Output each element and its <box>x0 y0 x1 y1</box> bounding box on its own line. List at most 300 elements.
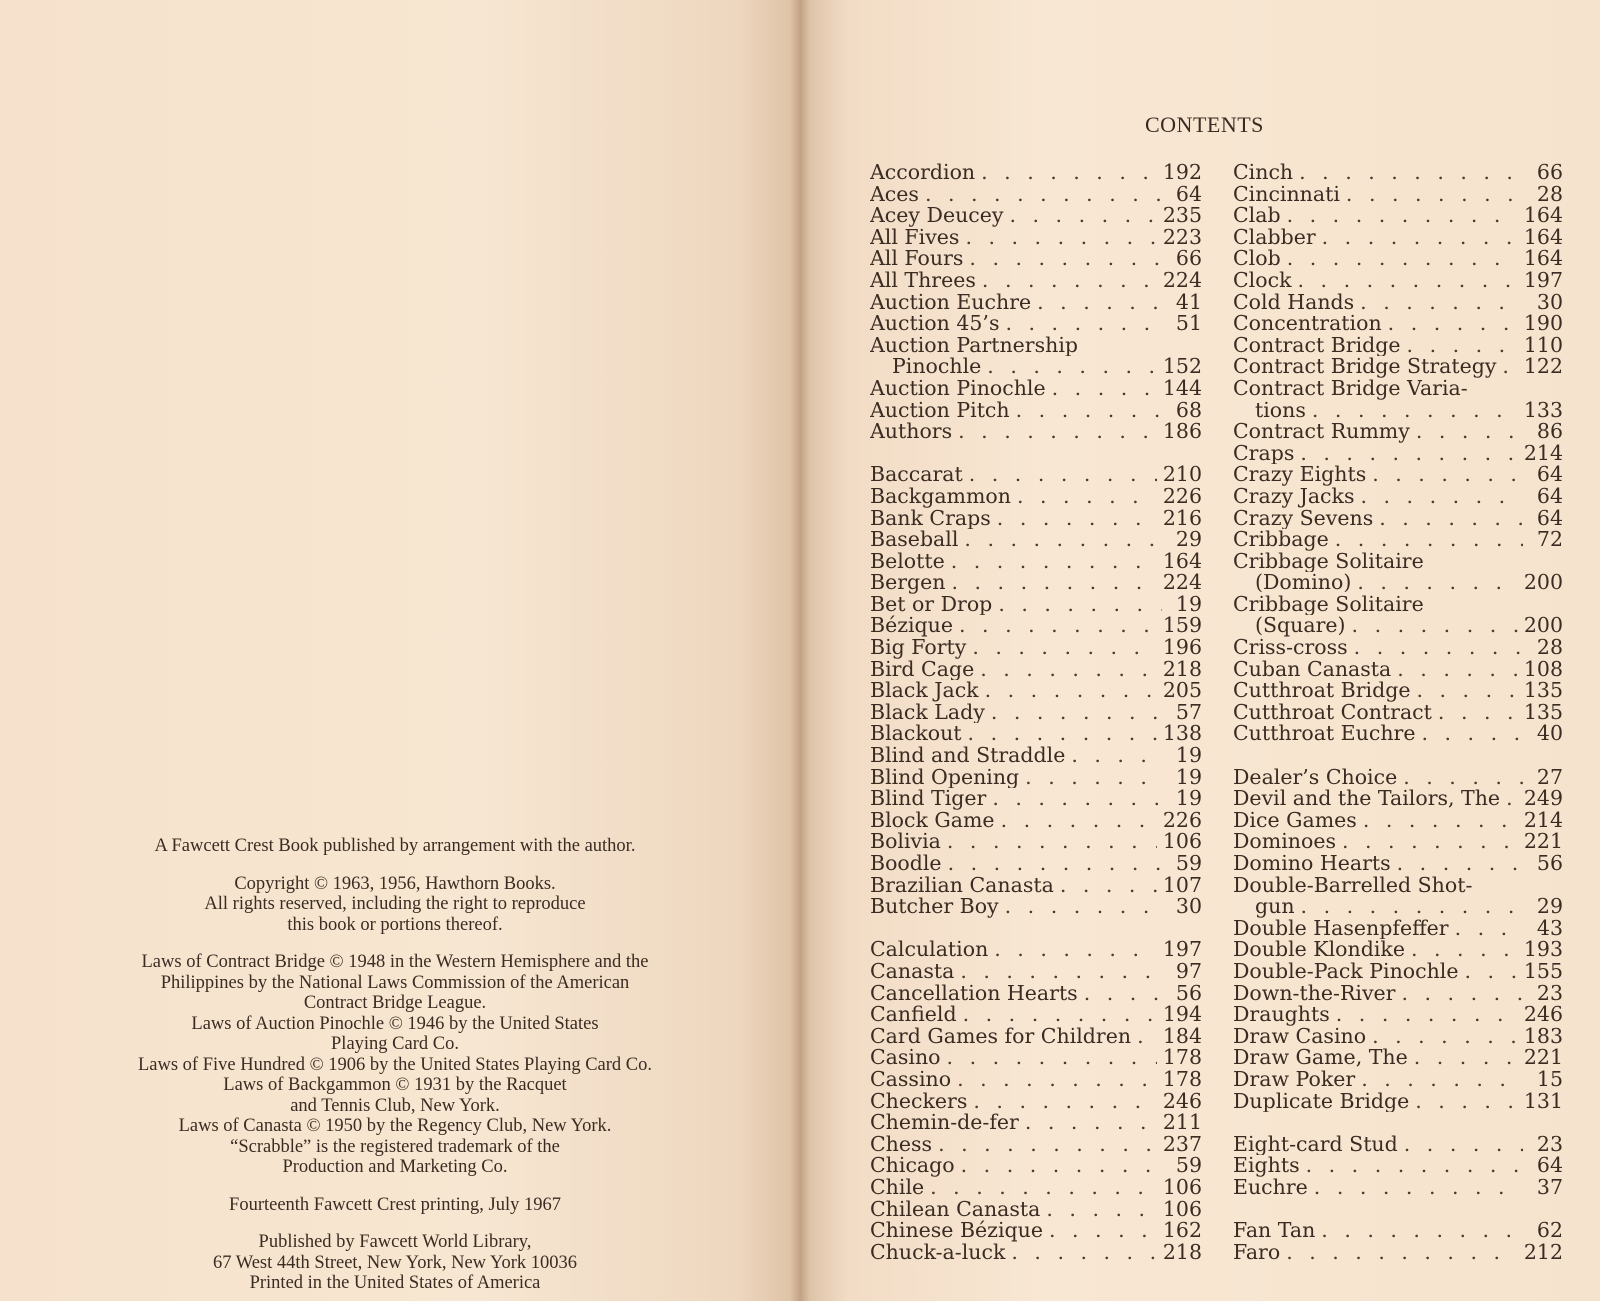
contents-entry <box>1233 378 1563 400</box>
leader-dots <box>1397 659 1518 681</box>
contents-entry-name: Bank Craps <box>870 507 991 530</box>
contents-entry-page: 152 <box>1162 356 1202 378</box>
contents-entry-name: Auction Partnership <box>870 334 1079 357</box>
contents-entry <box>1233 464 1563 486</box>
laws-line: Laws of Backgammon © 1931 by the Racquet <box>223 1075 567 1095</box>
contents-entry-page: 19 <box>1175 788 1202 810</box>
contents-entry <box>1233 529 1563 551</box>
contents-entry-name: Cutthroat Contract <box>1233 701 1432 724</box>
contents-entry-name: Contract Bridge Varia- <box>1233 377 1468 400</box>
contents-entry <box>870 745 1202 767</box>
contents-entry-name: Belotte <box>870 550 945 573</box>
contents-entry <box>1233 227 1563 249</box>
leader-dots <box>985 680 1157 702</box>
contents-entry <box>1233 1242 1563 1264</box>
leader-dots <box>1336 1004 1518 1026</box>
contents-entry <box>870 831 1202 853</box>
leader-dots <box>982 270 1157 292</box>
contents-entry-name: Double Hasenpfeffer <box>1233 917 1449 940</box>
contents-entry-name: Cassino <box>870 1068 952 1091</box>
contents-entry-page: 216 <box>1162 507 1202 530</box>
leader-dots <box>992 788 1162 810</box>
contents-entry-page: 56 <box>1175 982 1202 1005</box>
contents-entry <box>870 1047 1202 1069</box>
contents-entry-name: Contract Bridge Strategy <box>1233 356 1497 378</box>
contents-entry-name: Chinese Bézique <box>870 1220 1043 1242</box>
contents-entry-page: 235 <box>1162 205 1202 227</box>
contents-entry-page: 59 <box>1175 853 1202 875</box>
publisher-note: A Fawcett Crest Book published by arrangement with the author. <box>154 836 636 856</box>
leader-dots <box>1404 1134 1523 1156</box>
address-line: 67 West 44th Street, New York, New York 10036 <box>212 1252 578 1273</box>
contents-entry <box>870 400 1202 422</box>
contents-entry-name: Auction Pinochle <box>870 377 1046 400</box>
contents-entry-name: Brazilian Canasta <box>870 874 1054 897</box>
contents-entry-page: 28 <box>1536 183 1563 206</box>
contents-entry <box>1233 983 1563 1005</box>
leader-dots <box>1372 464 1523 486</box>
leader-dots <box>1001 810 1157 832</box>
contents-entry-name: Bolivia <box>870 831 941 853</box>
contents-entry <box>870 1134 1202 1156</box>
contents-entry-name: Boodle <box>870 853 942 875</box>
leader-dots <box>981 162 1157 184</box>
contents-entry-page: 221 <box>1523 831 1563 853</box>
contents-entry <box>870 508 1202 530</box>
contents-entry <box>870 767 1202 789</box>
leader-dots <box>1388 313 1518 335</box>
contents-entry-name: Black Jack <box>870 680 979 702</box>
book-gutter <box>790 0 810 1301</box>
leader-dots <box>1352 615 1518 637</box>
contents-entry <box>1233 745 1563 767</box>
laws-line: Contract Bridge League. <box>303 993 487 1013</box>
contents-entry <box>1233 594 1563 616</box>
contents-entry-name: Eights <box>1233 1155 1300 1177</box>
contents-entry-name: Blind Opening <box>870 766 1020 789</box>
contents-entry <box>1233 248 1563 270</box>
contents-entry-page: 133 <box>1523 399 1563 422</box>
contents-entry <box>870 723 1202 745</box>
contents-entry-page: 131 <box>1523 1090 1563 1113</box>
leader-dots <box>1360 292 1523 314</box>
leader-dots <box>925 184 1162 206</box>
contents-entry <box>1233 486 1563 508</box>
contents-entry-page: 40 <box>1536 723 1563 746</box>
contents-entry-name: Draw Game, The <box>1233 1047 1408 1069</box>
contents-entry <box>870 1112 1202 1134</box>
contents-entry-page: 30 <box>1536 291 1563 314</box>
contents-entry-name: Block Game <box>870 809 995 832</box>
contents-entry-name: Aces <box>870 183 919 206</box>
leader-dots <box>1084 983 1162 1005</box>
contents-entry-page: 164 <box>1523 226 1563 249</box>
contents-entry-name: Chicago <box>870 1155 955 1177</box>
contents-entry-page: 224 <box>1162 572 1202 594</box>
leader-dots <box>1322 227 1518 249</box>
contents-entry <box>1233 205 1563 227</box>
contents-entry <box>870 1177 1202 1199</box>
contents-entry-page: 135 <box>1523 701 1563 724</box>
contents-entry <box>870 486 1202 508</box>
contents-entry-page: 214 <box>1523 809 1563 832</box>
contents-entry-name: Acey Deucey <box>870 205 1004 227</box>
contents-entry <box>870 227 1202 249</box>
leader-dots <box>957 1069 1157 1091</box>
contents-entry-name: Dice Games <box>1233 809 1357 832</box>
leader-dots <box>1335 529 1523 551</box>
contents-entry <box>870 572 1202 594</box>
contents-entry <box>1233 1134 1563 1156</box>
contents-entry-page: 218 <box>1162 658 1202 681</box>
contents-entry-name: Crazy Jacks <box>1233 485 1355 508</box>
contents-entry-page: 223 <box>1162 226 1202 249</box>
contents-entry-name: Fan Tan <box>1233 1220 1316 1242</box>
contents-entry <box>1233 421 1563 443</box>
contents-entry-page: 183 <box>1523 1025 1563 1048</box>
contents-entry-page: 135 <box>1523 680 1563 702</box>
contents-entry-name: Big Forty <box>870 637 967 659</box>
contents-column-right <box>1233 162 1563 1263</box>
contents-entry-name: Criss-cross <box>1233 637 1348 659</box>
contents-entry-page: 107 <box>1162 874 1202 897</box>
contents-entry <box>870 1069 1202 1091</box>
contents-entry <box>1233 1220 1563 1242</box>
contents-entry-page: 28 <box>1536 637 1563 659</box>
contents-entry-name: Cold Hands <box>1233 291 1355 314</box>
leader-dots <box>1025 767 1162 789</box>
contents-entry-page: 212 <box>1523 1241 1563 1264</box>
leader-dots <box>1360 486 1523 508</box>
contents-entry <box>1233 1091 1563 1113</box>
contents-entry <box>870 464 1202 486</box>
leader-dots <box>1016 400 1162 422</box>
contents-entry <box>1233 788 1563 810</box>
contents-entry-page: 155 <box>1523 960 1563 983</box>
leader-dots <box>1299 162 1523 184</box>
contents-entry <box>870 335 1202 357</box>
leader-dots <box>972 637 1157 659</box>
contents-entry-page: 97 <box>1175 960 1202 983</box>
contents-entry <box>1233 400 1563 422</box>
leader-dots <box>948 853 1162 875</box>
contents-entry-name: Baccarat <box>870 464 963 486</box>
leader-dots <box>1009 205 1156 227</box>
contents-entry-name: Cribbage Solitaire <box>1233 593 1424 616</box>
contents-entry <box>870 1199 1202 1221</box>
contents-entry-page: 205 <box>1162 680 1202 702</box>
leader-dots <box>1363 810 1518 832</box>
leader-dots <box>963 1004 1157 1026</box>
contents-entry-name: Contract Bridge <box>1233 334 1401 357</box>
contents-entry-name: Chemin-de-fer <box>870 1112 1019 1134</box>
contents-entry-page: 192 <box>1162 162 1202 184</box>
leader-dots <box>947 831 1157 853</box>
leader-dots <box>1506 788 1518 810</box>
contents-entry <box>870 378 1202 400</box>
contents-entry-page: 164 <box>1523 205 1563 227</box>
leader-dots <box>994 939 1157 961</box>
leader-dots <box>1286 1242 1518 1264</box>
leader-dots <box>1414 1047 1518 1069</box>
leader-dots <box>1137 1026 1157 1048</box>
contents-entry-page: 19 <box>1175 745 1202 767</box>
leader-dots <box>938 1134 1157 1156</box>
leader-dots <box>964 529 1162 551</box>
contents-entry-page: 226 <box>1162 485 1202 508</box>
leader-dots <box>1049 1220 1157 1242</box>
contents-entry-name: All Fives <box>870 226 960 249</box>
contents-entry <box>870 918 1202 940</box>
contents-entry-name: Dealer’s Choice <box>1233 766 1398 789</box>
leader-dots <box>1438 702 1518 724</box>
contents-entry <box>870 702 1202 724</box>
contents-entry <box>1233 1112 1563 1134</box>
leader-dots <box>1314 1177 1523 1199</box>
contents-entry <box>1233 637 1563 659</box>
contents-entry <box>1233 918 1563 940</box>
contents-entry-page: 197 <box>1162 939 1202 961</box>
contents-entry-name: Clab <box>1233 205 1281 227</box>
contents-entry-name: Double-Barrelled Shot- <box>1233 874 1473 897</box>
contents-entry <box>1233 335 1563 357</box>
contents-entry-page: 200 <box>1523 572 1563 594</box>
contents-entry <box>870 896 1202 918</box>
contents-entry-name: Canasta <box>870 960 955 983</box>
contents-entry-page: 138 <box>1162 723 1202 746</box>
contents-entry-page: 184 <box>1162 1025 1202 1048</box>
leader-dots <box>1301 896 1523 918</box>
contents-entry <box>1233 810 1563 832</box>
contents-entry <box>870 356 1202 378</box>
contents-entry <box>1233 443 1563 465</box>
contents-entry <box>1233 767 1563 789</box>
rights-line: this book or portions thereof. <box>287 914 503 935</box>
leader-dots <box>1354 637 1523 659</box>
contents-entry <box>870 615 1202 637</box>
leader-dots <box>965 227 1156 249</box>
contents-entry <box>1233 659 1563 681</box>
leader-dots <box>1052 378 1157 400</box>
copyright-line: Copyright © 1963, 1956, Hawthorn Books. <box>234 873 556 894</box>
contents-entry-name: gun <box>1255 896 1295 918</box>
contents-entry-page: 30 <box>1175 896 1202 918</box>
contents-entry <box>1233 572 1563 594</box>
contents-entry-page: 108 <box>1523 658 1563 681</box>
contents-entry-page: 221 <box>1523 1047 1563 1069</box>
contents-entry <box>1233 961 1563 983</box>
contents-entry-name: Clob <box>1233 248 1281 270</box>
contents-entry-page: 122 <box>1523 356 1563 378</box>
contents-entry <box>1233 1199 1563 1221</box>
contents-entry-page: 23 <box>1536 982 1563 1005</box>
contents-entry-name: Chess <box>870 1133 933 1156</box>
contents-entry-page: 15 <box>1536 1068 1563 1091</box>
contents-entry <box>870 637 1202 659</box>
leader-dots <box>947 1047 1157 1069</box>
contents-entry-page: 62 <box>1536 1220 1563 1242</box>
contents-entry <box>870 680 1202 702</box>
contents-entry-page: 19 <box>1175 593 1202 616</box>
leader-dots <box>968 723 1157 745</box>
contents-entry <box>1233 356 1563 378</box>
contents-entry <box>1233 1069 1563 1091</box>
contents-entry-page: 29 <box>1536 896 1563 918</box>
leader-dots <box>1300 443 1518 465</box>
leader-dots <box>1502 356 1517 378</box>
contents-entry-page: 64 <box>1536 464 1563 486</box>
contents-entry <box>1233 939 1563 961</box>
contents-entry-name: Crazy Sevens <box>1233 507 1374 530</box>
leader-dots <box>987 356 1157 378</box>
leader-dots <box>998 594 1162 616</box>
contents-entry-name: Canfield <box>870 1004 957 1026</box>
contents-entry-page: 224 <box>1162 269 1202 292</box>
leader-dots <box>1298 270 1518 292</box>
leader-dots <box>1416 421 1523 443</box>
contents-entry-page: 164 <box>1162 550 1202 573</box>
laws-line: Laws of Auction Pinochle © 1946 by the United States <box>191 1013 599 1034</box>
contents-entry <box>870 961 1202 983</box>
leader-dots <box>951 551 1157 573</box>
contents-entry <box>1233 270 1563 292</box>
contents-entry-page: 43 <box>1536 917 1563 940</box>
printed-in-line: Printed in the United States of America <box>249 1273 541 1293</box>
contents-entry-name: Dominoes <box>1233 831 1336 853</box>
contents-entry <box>870 1155 1202 1177</box>
leader-dots <box>1401 983 1523 1005</box>
contents-entry-page: 200 <box>1523 615 1563 638</box>
contents-entry-name: Blind and Straddle <box>870 745 1066 767</box>
contents-entry-page: 106 <box>1162 1176 1202 1199</box>
laws-line: Playing Card Co. <box>331 1034 459 1054</box>
contents-entry <box>870 1026 1202 1048</box>
contents-entry <box>1233 896 1563 918</box>
contents-entry-page: 197 <box>1523 269 1563 292</box>
contents-entry-page: 64 <box>1175 183 1202 206</box>
contents-entry <box>870 1242 1202 1264</box>
laws-line: Laws of Five Hundred © 1906 by the United States Playing Card Co. <box>137 1054 652 1075</box>
contents-entry <box>870 1004 1202 1026</box>
contents-entry-page: 186 <box>1162 421 1202 443</box>
contents-entry-page: 23 <box>1536 1133 1563 1156</box>
contents-entry-name: Cutthroat Bridge <box>1233 680 1411 702</box>
contents-entry <box>1233 292 1563 314</box>
leader-dots <box>1005 896 1162 918</box>
trademark-line: Production and Marketing Co. <box>282 1157 508 1177</box>
laws-line: Philippines by the National Laws Commission of the American <box>160 972 630 993</box>
contents-entry-page: 66 <box>1536 162 1563 184</box>
contents-entry <box>870 853 1202 875</box>
contents-entry-page: 29 <box>1175 529 1202 551</box>
contents-entry-name: Baseball <box>870 529 959 551</box>
contents-entry <box>1233 162 1563 184</box>
contents-entry-name: (Domino) <box>1255 572 1352 594</box>
leader-dots <box>997 508 1157 530</box>
leader-dots <box>1025 1112 1157 1134</box>
contents-entry-page: 66 <box>1175 248 1202 270</box>
leader-dots <box>1046 1199 1156 1221</box>
leader-dots <box>1287 248 1518 270</box>
contents-entry-page: 72 <box>1536 529 1563 551</box>
contents-entry-page: 249 <box>1523 788 1563 810</box>
contents-entry-page: 246 <box>1162 1090 1202 1113</box>
leader-dots <box>1403 767 1523 789</box>
contents-entry <box>870 810 1202 832</box>
contents-entry-page: 164 <box>1523 248 1563 270</box>
contents-entry-name: Chuck-a-luck <box>870 1241 1006 1264</box>
contents-entry-page: 106 <box>1162 1198 1202 1221</box>
leader-dots <box>961 1155 1162 1177</box>
contents-entry <box>870 292 1202 314</box>
contents-entry-name: Double-Pack Pinochle <box>1233 960 1459 983</box>
contents-entry-page: 211 <box>1162 1112 1202 1134</box>
contents-entry-name: Authors <box>870 421 953 443</box>
leader-dots <box>930 1177 1157 1199</box>
leader-dots <box>1407 335 1518 357</box>
contents-entry-name: Backgammon <box>870 485 1011 508</box>
contents-entry-name: Auction Euchre <box>870 291 1032 314</box>
leader-dots <box>1011 1242 1156 1264</box>
contents-entry <box>870 162 1202 184</box>
printing-line: Fourteenth Fawcett Crest printing, July 1967 <box>229 1194 561 1215</box>
laws-line: and Tennis Club, New York. <box>290 1095 500 1116</box>
laws-line: Laws of Canasta © 1950 by the Regency Club, New York. <box>178 1116 612 1136</box>
contents-entry-page: 246 <box>1523 1004 1563 1026</box>
contents-entry-name: Butcher Boy <box>870 896 999 918</box>
contents-entry-name: Black Lady <box>870 701 985 724</box>
contents-entry <box>870 421 1202 443</box>
leader-dots <box>1397 853 1523 875</box>
contents-entry-name: Draughts <box>1233 1004 1330 1026</box>
leader-dots <box>980 659 1157 681</box>
contents-entry-page: 106 <box>1162 831 1202 853</box>
contents-entry-name: Double Klondike <box>1233 939 1405 961</box>
contents-entry-name: Checkers <box>870 1090 968 1113</box>
contents-entry-name: Cancellation Hearts <box>870 982 1078 1005</box>
leader-dots <box>1361 1069 1523 1091</box>
contents-entry-page: 214 <box>1523 442 1563 465</box>
contents-entry-name: Contract Rummy <box>1233 421 1410 443</box>
contents-entry-page: 86 <box>1536 421 1563 443</box>
contents-entry-name: All Fours <box>870 248 964 270</box>
contents-entry <box>1233 723 1563 745</box>
contents-entry <box>1233 1026 1563 1048</box>
contents-entry <box>870 875 1202 897</box>
contents-entry-name: Down-the-River <box>1233 982 1396 1005</box>
contents-entry <box>1233 508 1563 530</box>
contents-entry <box>870 529 1202 551</box>
publisher-line: Published by Fawcett World Library, <box>258 1232 532 1252</box>
contents-entry-page: 41 <box>1175 291 1202 314</box>
contents-entry <box>870 939 1202 961</box>
contents-entry-name: Cutthroat Euchre <box>1233 723 1416 746</box>
contents-entry-name: Auction Pitch <box>870 399 1010 422</box>
contents-entry-name: Cribbage Solitaire <box>1233 550 1424 573</box>
leader-dots <box>958 421 1157 443</box>
contents-entry-name: Casino <box>870 1047 941 1069</box>
contents-entry-page: 162 <box>1162 1220 1202 1242</box>
contents-entry-name: Card Games for Children <box>870 1025 1132 1048</box>
contents-entry-name: Bet or Drop <box>870 593 993 616</box>
leader-dots <box>1465 961 1518 983</box>
leader-dots <box>1372 1026 1518 1048</box>
leader-dots <box>1421 723 1523 745</box>
contents-entry-name: Clock <box>1233 269 1292 292</box>
colophon <box>30 836 760 1294</box>
leader-dots <box>1306 1155 1523 1177</box>
contents-entry-name: Faro <box>1233 1241 1281 1264</box>
